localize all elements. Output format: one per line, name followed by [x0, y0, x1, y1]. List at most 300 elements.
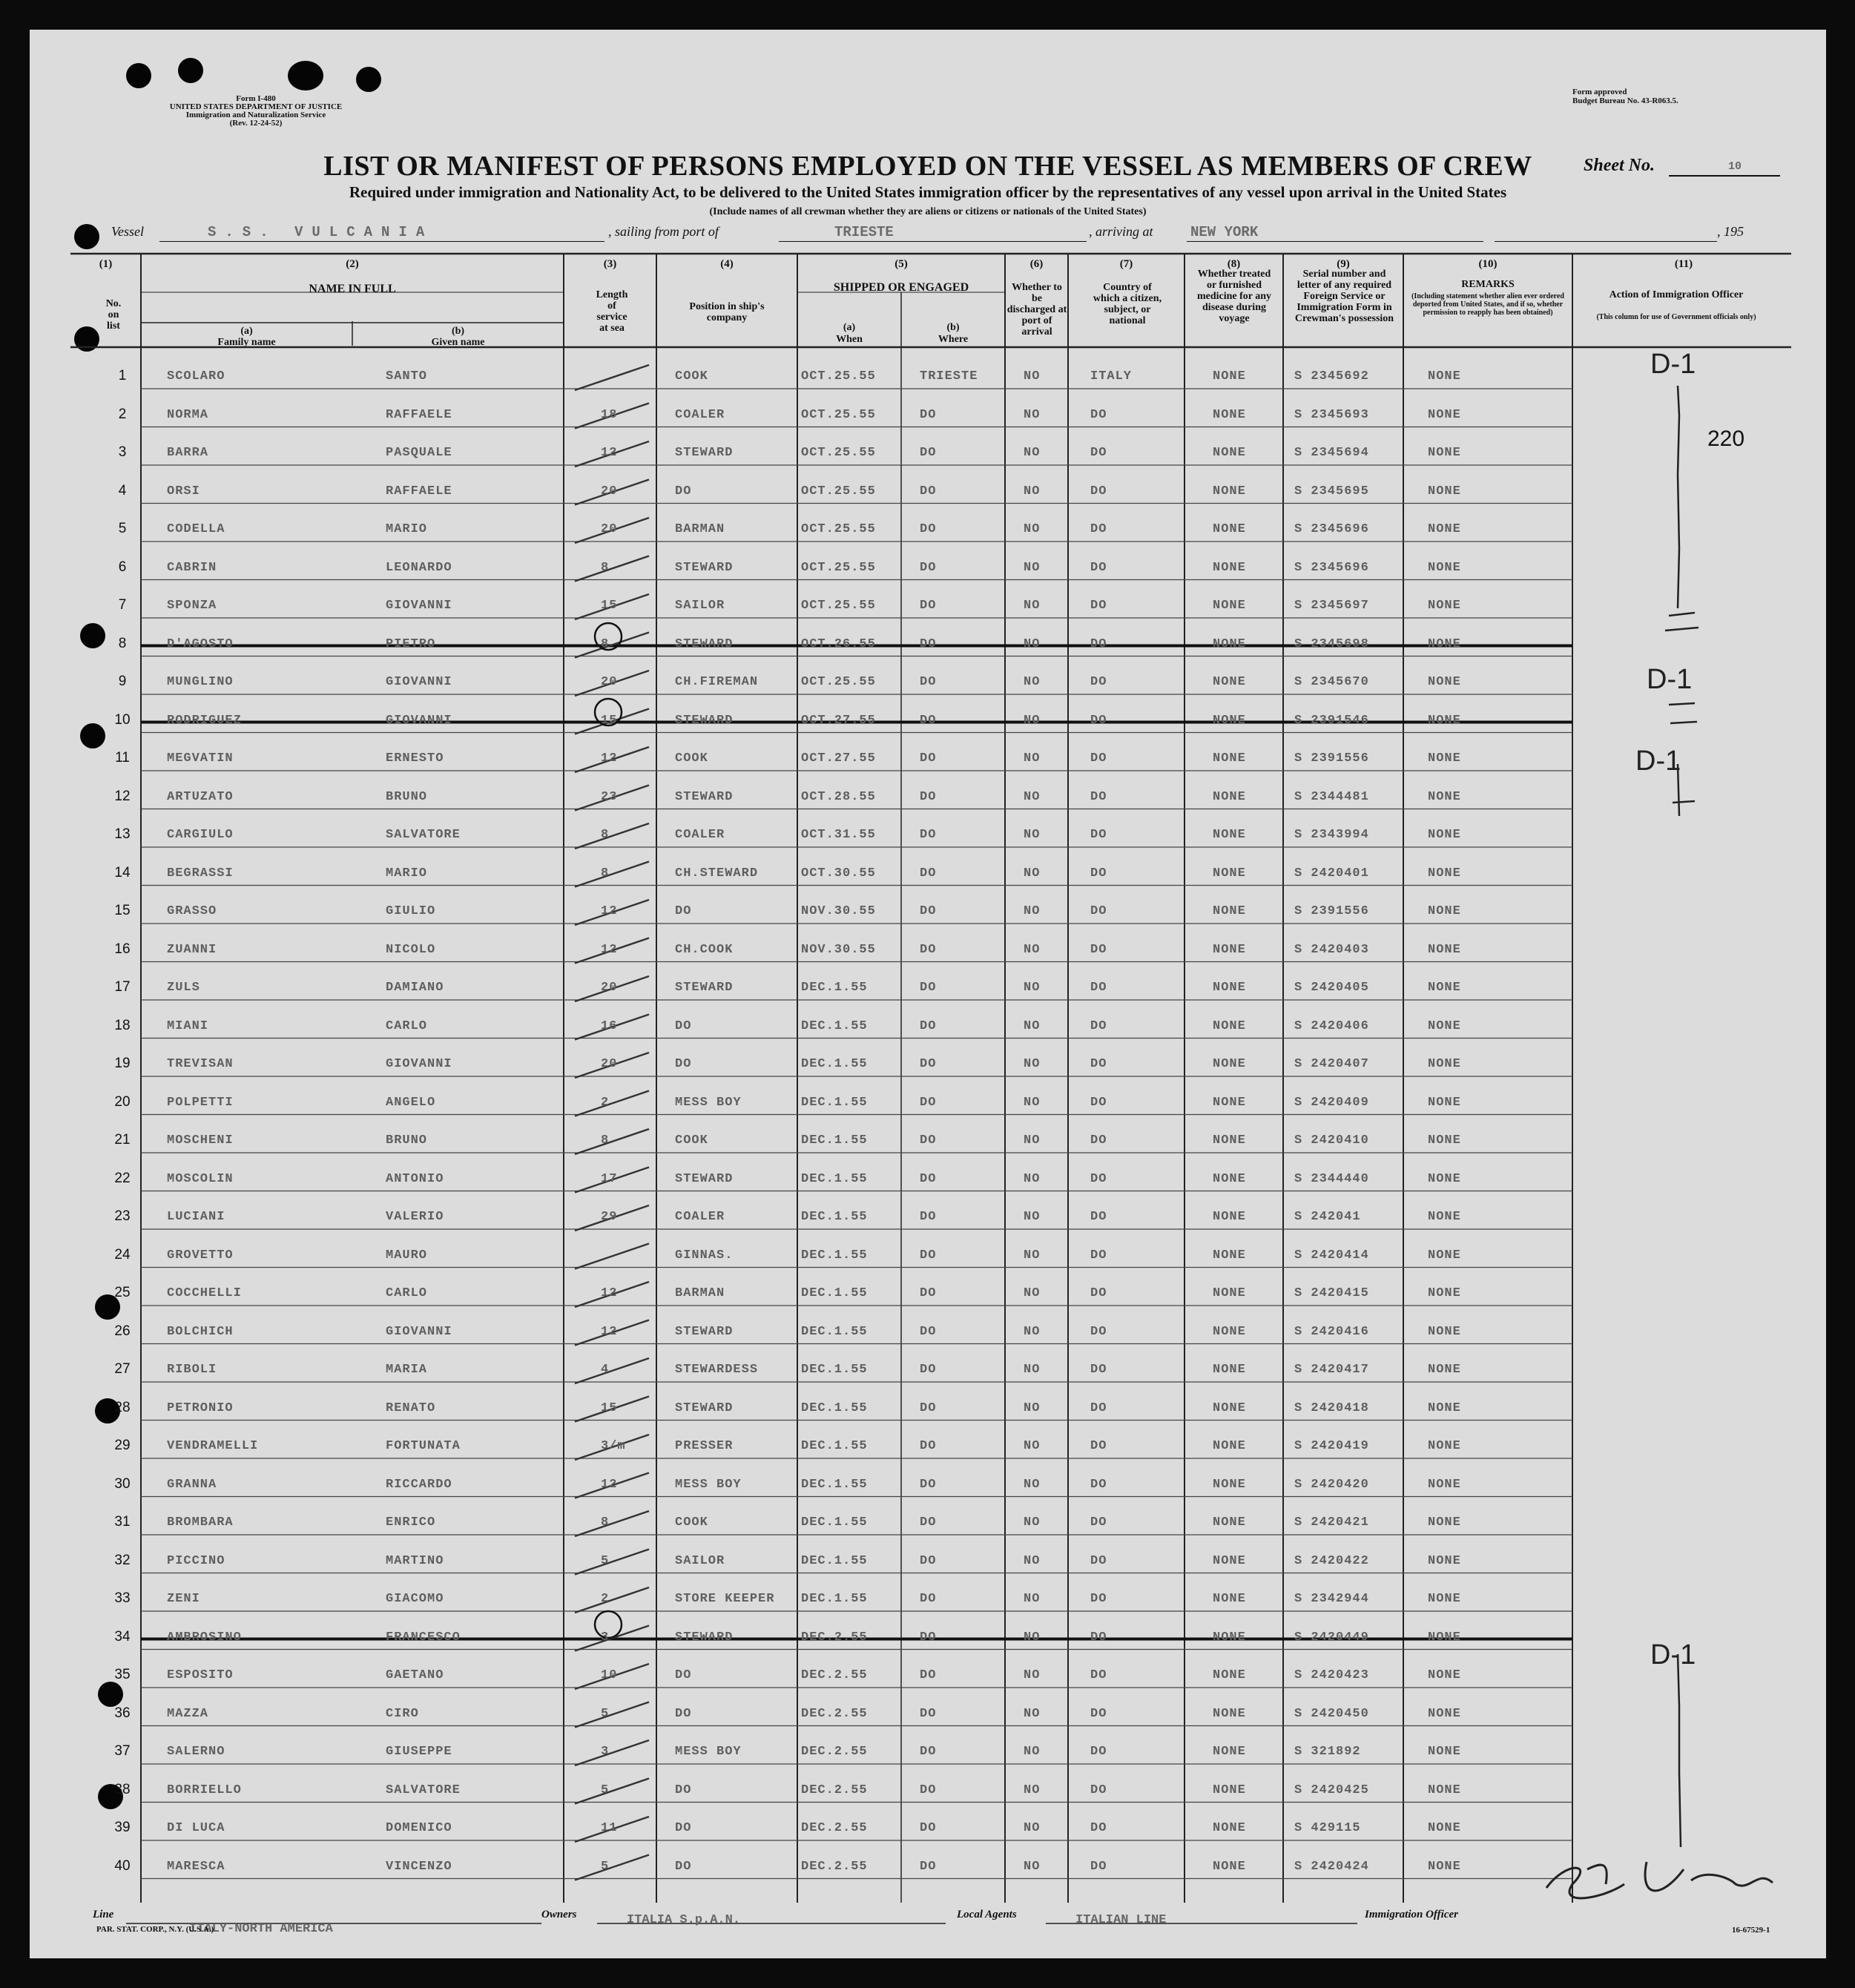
cell-where: DO [920, 1210, 937, 1224]
cell-when: DEC.1.55 [801, 1324, 868, 1339]
header-action: Action of Immigration Officer [1609, 289, 1744, 300]
cell-serial: S 2345697 [1294, 599, 1369, 613]
cell-when: DEC.1.55 [801, 981, 868, 995]
arriving-label: , arriving at [1089, 224, 1153, 239]
cell-where: DO [920, 713, 937, 728]
cell-treated: NONE [1213, 1095, 1246, 1110]
cell-country: DO [1090, 599, 1107, 613]
cell-given-name: VINCENZO [386, 1859, 452, 1874]
cell-given-name: GIOVANNI [386, 713, 452, 728]
cell-family-name: MAZZA [167, 1706, 209, 1721]
cell-country: DO [1090, 1630, 1107, 1645]
cell-family-name: BARRA [167, 446, 209, 460]
cell-country: DO [1090, 1363, 1107, 1377]
cell-country: DO [1090, 789, 1107, 804]
cell-when: DEC.2.55 [801, 1668, 868, 1682]
cell-treated: NONE [1213, 1706, 1246, 1721]
approval-line: Form approved [1572, 88, 1627, 96]
row-number: 1 [118, 368, 127, 384]
cell-given-name: GAETANO [386, 1668, 444, 1682]
cell-serial: S 2420416 [1294, 1324, 1369, 1339]
cell-when: DEC.1.55 [801, 1133, 868, 1148]
row-number: 36 [114, 1705, 131, 1721]
cell-where: DO [920, 1515, 937, 1530]
col-number: (11) [1674, 258, 1693, 270]
cell-where: DO [920, 904, 937, 918]
cell-treated: NONE [1213, 904, 1246, 918]
cell-position: SAILOR [675, 599, 725, 613]
cell-remarks: NONE [1428, 369, 1461, 384]
col-number: (2) [346, 258, 359, 270]
cell-country: DO [1090, 1515, 1107, 1530]
row-number: 22 [114, 1170, 131, 1186]
cell-when: OCT.25.55 [801, 407, 876, 422]
cell-discharged: NO [1024, 484, 1041, 498]
header-remarks: REMARKS [1461, 279, 1515, 290]
cell-treated: NONE [1213, 866, 1246, 881]
cell-length: 15 [601, 713, 618, 728]
cell-serial: S 2391546 [1294, 713, 1369, 728]
cell-given-name: RAFFAELE [386, 484, 452, 498]
page-title: LIST OR MANIFEST OF PERSONS EMPLOYED ON THE VESSEL AS MEMBERS OF CREW [323, 151, 1532, 182]
cell-where: DO [920, 1783, 937, 1797]
cell-length: 8 [601, 866, 610, 881]
row-number: 10 [114, 711, 131, 728]
row-number: 39 [114, 1820, 131, 1835]
cell-treated: NONE [1213, 1171, 1246, 1186]
cell-treated: NONE [1213, 1210, 1246, 1224]
cell-family-name: SCOLARO [167, 369, 225, 384]
cell-when: DEC.1.55 [801, 1248, 868, 1263]
cell-family-name: CARGIULO [167, 828, 234, 842]
cell-country: DO [1090, 522, 1107, 536]
annotation-d1: D-1 [1650, 1639, 1696, 1671]
cell-position: COALER [675, 828, 725, 842]
cell-treated: NONE [1213, 1057, 1246, 1071]
cell-serial: S 2420450 [1294, 1706, 1369, 1721]
row-number: 30 [114, 1475, 131, 1492]
cell-family-name: POLPETTI [167, 1095, 234, 1110]
cell-serial: S 2345693 [1294, 407, 1369, 422]
row-number: 16 [114, 941, 131, 957]
col-number: (4) [720, 258, 734, 270]
header-where: Where [938, 334, 969, 345]
cell-length: 8 [601, 560, 610, 575]
length-check-mark [575, 556, 649, 582]
cell-position: PRESSER [675, 1439, 734, 1453]
cell-when: OCT.25.55 [801, 484, 876, 498]
cell-remarks: NONE [1428, 1286, 1461, 1300]
cell-remarks: NONE [1428, 1171, 1461, 1186]
cell-family-name: CABRIN [167, 560, 217, 575]
cell-serial: S 2345698 [1294, 636, 1369, 651]
cell-family-name: D'AGOSTO [167, 636, 234, 651]
cell-given-name: SALVATORE [386, 1783, 461, 1797]
cell-serial: S 2420405 [1294, 981, 1369, 995]
cell-when: DEC.2.55 [801, 1821, 868, 1835]
cell-position: DO [675, 1706, 692, 1721]
cell-when: DEC.2.55 [801, 1859, 868, 1874]
cell-discharged: NO [1024, 904, 1041, 918]
cell-given-name: RICCARDO [386, 1477, 452, 1492]
cell-country: ITALY [1090, 369, 1133, 384]
cell-where: DO [920, 1324, 937, 1339]
cell-country: DO [1090, 1210, 1107, 1224]
cell-country: DO [1090, 446, 1107, 460]
cell-length: 12 [601, 1324, 618, 1339]
length-check-mark [575, 1855, 649, 1880]
sailing-label: , sailing from port of [608, 224, 719, 239]
cell-treated: NONE [1213, 1592, 1246, 1606]
cell-country: DO [1090, 1171, 1107, 1186]
cell-length: 12 [601, 1286, 618, 1300]
cell-length: 12 [601, 446, 618, 460]
cell-country: DO [1090, 1821, 1107, 1835]
cell-when: DEC.1.55 [801, 1592, 868, 1606]
cell-family-name: PICCINO [167, 1553, 225, 1568]
cell-country: DO [1090, 713, 1107, 728]
length-check-mark [575, 1779, 649, 1804]
cell-serial: S 2345694 [1294, 446, 1369, 460]
cell-serial: S 2343994 [1294, 828, 1369, 842]
cell-serial: S 2420423 [1294, 1668, 1369, 1682]
cell-where: DO [920, 1095, 937, 1110]
cell-country: DO [1090, 1859, 1107, 1874]
cell-when: OCT.25.55 [801, 599, 876, 613]
cell-length: 8 [601, 1515, 610, 1530]
cell-when: DEC.1.55 [801, 1553, 868, 1568]
cell-length: 20 [601, 1057, 618, 1071]
row-number: 40 [114, 1857, 131, 1874]
cell-country: DO [1090, 904, 1107, 918]
cell-when: NOV.30.55 [801, 942, 876, 957]
cell-country: DO [1090, 1592, 1107, 1606]
cell-family-name: MOSCOLIN [167, 1171, 234, 1186]
cell-family-name: SALERNO [167, 1745, 225, 1759]
cell-where: DO [920, 446, 937, 460]
cell-length: 23 [601, 789, 618, 804]
cell-remarks: NONE [1428, 560, 1461, 575]
cell-treated: NONE [1213, 636, 1246, 651]
cell-serial: S 2391556 [1294, 751, 1369, 766]
length-check-mark [575, 1358, 649, 1383]
cell-length: 5 [601, 1706, 610, 1721]
cell-when: OCT.28.55 [801, 789, 876, 804]
cell-given-name: MARIA [386, 1363, 428, 1377]
cell-given-name: MARTINO [386, 1553, 444, 1568]
cell-length: 8 [601, 1133, 610, 1148]
cell-position: MESS BOY [675, 1745, 742, 1759]
cell-serial: S 2420410 [1294, 1133, 1369, 1148]
cell-length: 3 [601, 1630, 610, 1645]
officer-label: Immigration Officer [1365, 1909, 1458, 1920]
cell-given-name: PIETRO [386, 636, 436, 651]
cell-remarks: NONE [1428, 1630, 1461, 1645]
length-check-mark [575, 1702, 649, 1728]
cell-discharged: NO [1024, 1859, 1041, 1874]
cell-given-name: VALERIO [386, 1210, 444, 1224]
cell-treated: NONE [1213, 1018, 1246, 1033]
cell-serial: S 2420419 [1294, 1439, 1369, 1453]
cell-serial: S 2345670 [1294, 675, 1369, 689]
cell-discharged: NO [1024, 1745, 1041, 1759]
form-id-line: UNITED STATES DEPARTMENT OF JUSTICE [169, 102, 343, 111]
cell-remarks: NONE [1428, 1401, 1461, 1415]
cell-where: DO [920, 1706, 937, 1721]
cell-length: 20 [601, 484, 618, 498]
row-number: 11 [115, 750, 130, 766]
cell-treated: NONE [1213, 1133, 1246, 1148]
row-number: 21 [114, 1132, 131, 1148]
cell-family-name: MARESCA [167, 1859, 225, 1874]
cell-where: DO [920, 1057, 937, 1071]
cell-family-name: NORMA [167, 407, 209, 422]
cell-given-name: NICOLO [386, 942, 436, 957]
cell-remarks: NONE [1428, 1783, 1461, 1797]
header-where-b: (b) [946, 322, 960, 333]
cell-treated: NONE [1213, 1553, 1246, 1568]
row-number: 29 [114, 1438, 131, 1453]
cell-length: 18 [601, 407, 618, 422]
cell-position: COALER [675, 407, 725, 422]
col-number: (3) [603, 258, 617, 270]
header-treated: Whether treated or furnished medicine for any disease during voyage [1196, 269, 1272, 324]
cell-position: STEWARDESS [675, 1363, 759, 1377]
cell-discharged: NO [1024, 1515, 1041, 1530]
cell-length: 11 [601, 1821, 618, 1835]
cell-position: CH.STEWARD [675, 866, 759, 881]
cell-family-name: MEGVATIN [167, 751, 234, 766]
cell-remarks: NONE [1428, 1057, 1461, 1071]
row-number: 27 [114, 1361, 131, 1377]
cell-discharged: NO [1024, 789, 1041, 804]
cell-family-name: DI LUCA [167, 1821, 225, 1835]
cell-position: CH.FIREMAN [675, 675, 759, 689]
cell-position: STORE KEEPER [675, 1592, 775, 1606]
row-number: 15 [114, 903, 131, 918]
cell-remarks: NONE [1428, 1515, 1461, 1530]
cell-country: DO [1090, 1057, 1107, 1071]
cell-country: DO [1090, 1783, 1107, 1797]
cell-serial: S 2420420 [1294, 1477, 1369, 1492]
cell-position: COOK [675, 751, 708, 766]
cell-discharged: NO [1024, 446, 1041, 460]
header-name-in-full: NAME IN FULL [309, 283, 396, 295]
cell-remarks: NONE [1428, 1095, 1461, 1110]
cell-family-name: GROVETTO [167, 1248, 234, 1263]
cell-where: DO [920, 484, 937, 498]
cell-where: DO [920, 751, 937, 766]
annotation-d1: D-1 [1647, 664, 1693, 695]
cell-when: OCT.25.55 [801, 369, 876, 384]
header-family-name: Family name [217, 337, 276, 348]
cell-given-name: LEONARDO [386, 560, 452, 575]
cell-treated: NONE [1213, 1745, 1246, 1759]
cell-length: 15 [601, 599, 618, 613]
cell-treated: NONE [1213, 675, 1246, 689]
cell-treated: NONE [1213, 560, 1246, 575]
length-check-mark [575, 1244, 649, 1269]
cell-family-name: BORRIELLO [167, 1783, 242, 1797]
cell-discharged: NO [1024, 1439, 1041, 1453]
cell-treated: NONE [1213, 828, 1246, 842]
cell-where: DO [920, 1286, 937, 1300]
row-number: 28 [114, 1399, 131, 1415]
cell-where: DO [920, 1018, 937, 1033]
cell-position: DO [675, 1057, 692, 1071]
cell-family-name: SPONZA [167, 599, 217, 613]
form-id-line: Form I-480 [236, 94, 276, 103]
cell-serial: S 2420425 [1294, 1783, 1369, 1797]
cell-position: BARMAN [675, 1286, 725, 1300]
cell-length: 8 [601, 828, 610, 842]
cell-treated: NONE [1213, 1248, 1246, 1263]
cell-discharged: NO [1024, 1592, 1041, 1606]
cell-given-name: SALVATORE [386, 828, 461, 842]
cell-discharged: NO [1024, 1286, 1041, 1300]
cell-serial: S 429115 [1294, 1821, 1361, 1835]
cell-when: OCT.25.55 [801, 560, 876, 575]
cell-treated: NONE [1213, 789, 1246, 804]
row-number: 4 [118, 482, 127, 498]
cell-serial: S 2345696 [1294, 560, 1369, 575]
line-label: Line [93, 1909, 114, 1920]
cell-country: DO [1090, 1248, 1107, 1263]
cell-country: DO [1090, 1324, 1107, 1339]
header-given-name: Given name [431, 337, 485, 348]
cell-length: 15 [601, 1401, 618, 1415]
cell-when: OCT.31.55 [801, 828, 876, 842]
printer-mark: PAR. STAT. CORP., N.Y. (U.S.A.) [96, 1925, 214, 1934]
cell-remarks: NONE [1428, 1133, 1461, 1148]
cell-position: STEWARD [675, 981, 734, 995]
cell-serial: S 2420401 [1294, 866, 1369, 881]
cell-serial: S 2391556 [1294, 904, 1369, 918]
cell-position: STEWARD [675, 1324, 734, 1339]
length-check-mark [575, 1091, 649, 1116]
row-number: 35 [114, 1667, 131, 1682]
cell-given-name: MARIO [386, 866, 428, 881]
cell-discharged: NO [1024, 1668, 1041, 1682]
annotation-d1: D-1 [1650, 349, 1696, 380]
cell-length: 2 [601, 1095, 610, 1110]
row-number: 9 [118, 674, 127, 689]
col-number: (8) [1227, 258, 1241, 270]
cell-where: DO [920, 1133, 937, 1148]
cell-serial: S 2345696 [1294, 522, 1369, 536]
cell-serial: S 242041 [1294, 1210, 1361, 1224]
cell-discharged: NO [1024, 981, 1041, 995]
cell-given-name: RENATO [386, 1401, 436, 1415]
cell-length: 5 [601, 1783, 610, 1797]
col-number: (1) [99, 258, 113, 270]
cell-length: 12 [601, 942, 618, 957]
cell-when: DEC.2.55 [801, 1745, 868, 1759]
cell-remarks: NONE [1428, 942, 1461, 957]
row-number: 31 [114, 1514, 131, 1530]
row-number: 6 [118, 559, 127, 575]
cell-country: DO [1090, 1095, 1107, 1110]
cell-remarks: NONE [1428, 1745, 1461, 1759]
cell-when: OCT.27.55 [801, 751, 876, 766]
cell-family-name: MOSCHENI [167, 1133, 234, 1148]
cell-family-name: BOLCHICH [167, 1324, 234, 1339]
length-check-mark [575, 1511, 649, 1536]
cell-treated: NONE [1213, 751, 1246, 766]
header-length: Length of service at sea [596, 289, 628, 334]
cell-serial: S 2420409 [1294, 1095, 1369, 1110]
cell-position: DO [675, 1668, 692, 1682]
header-position: Position in ship's company [689, 301, 765, 323]
cell-remarks: NONE [1428, 1439, 1461, 1453]
manifest-sheet [30, 30, 1826, 1958]
cell-country: DO [1090, 560, 1107, 575]
cell-discharged: NO [1024, 828, 1041, 842]
cell-remarks: NONE [1428, 446, 1461, 460]
cell-country: DO [1090, 1286, 1107, 1300]
cell-country: DO [1090, 828, 1107, 842]
cell-treated: NONE [1213, 1668, 1246, 1682]
cell-length: 20 [601, 981, 618, 995]
cell-given-name: GIULIO [386, 904, 436, 918]
cell-where: DO [920, 866, 937, 881]
cell-when: DEC.1.55 [801, 1210, 868, 1224]
col-number: (7) [1119, 258, 1133, 270]
header-action-note: (This column for use of Government officials only) [1596, 313, 1756, 321]
cell-given-name: MAURO [386, 1248, 428, 1263]
cell-remarks: NONE [1428, 1592, 1461, 1606]
cell-country: DO [1090, 1018, 1107, 1033]
cell-when: DEC.1.55 [801, 1057, 868, 1071]
cell-length: 3 [601, 1745, 610, 1759]
form-id-line: Immigration and Naturalization Service [185, 111, 326, 119]
cell-treated: NONE [1213, 1401, 1246, 1415]
cell-where: DO [920, 1668, 937, 1682]
cell-country: DO [1090, 407, 1107, 422]
cell-position: MESS BOY [675, 1477, 742, 1492]
cell-remarks: NONE [1428, 1324, 1461, 1339]
cell-discharged: NO [1024, 1324, 1041, 1339]
cell-position: COOK [675, 1133, 708, 1148]
cell-given-name: DAMIANO [386, 981, 444, 995]
row-number: 18 [114, 1017, 131, 1033]
cell-country: DO [1090, 1745, 1107, 1759]
owners-label: Owners [541, 1909, 577, 1920]
cell-when: DEC.1.55 [801, 1363, 868, 1377]
cell-serial: S 2420407 [1294, 1057, 1369, 1071]
row-number: 26 [114, 1323, 131, 1339]
cell-position: BARMAN [675, 522, 725, 536]
cell-serial: S 2344440 [1294, 1171, 1369, 1186]
length-check-mark [575, 1129, 649, 1154]
row-number: 5 [118, 521, 127, 536]
row-number: 25 [114, 1285, 131, 1300]
cell-discharged: NO [1024, 560, 1041, 575]
local-agents-label: Local Agents [957, 1909, 1017, 1920]
cell-serial: S 2420417 [1294, 1363, 1369, 1377]
cell-family-name: AMBROSINO [167, 1630, 242, 1645]
cell-where: DO [920, 1859, 937, 1874]
cell-treated: NONE [1213, 942, 1246, 957]
cell-discharged: NO [1024, 942, 1041, 957]
row-number: 2 [118, 406, 127, 422]
cell-position: MESS BOY [675, 1095, 742, 1110]
cell-remarks: NONE [1428, 1210, 1461, 1224]
cell-country: DO [1090, 1439, 1107, 1453]
cell-given-name: ANGELO [386, 1095, 436, 1110]
row-number: 19 [114, 1056, 131, 1071]
cell-remarks: NONE [1428, 599, 1461, 613]
